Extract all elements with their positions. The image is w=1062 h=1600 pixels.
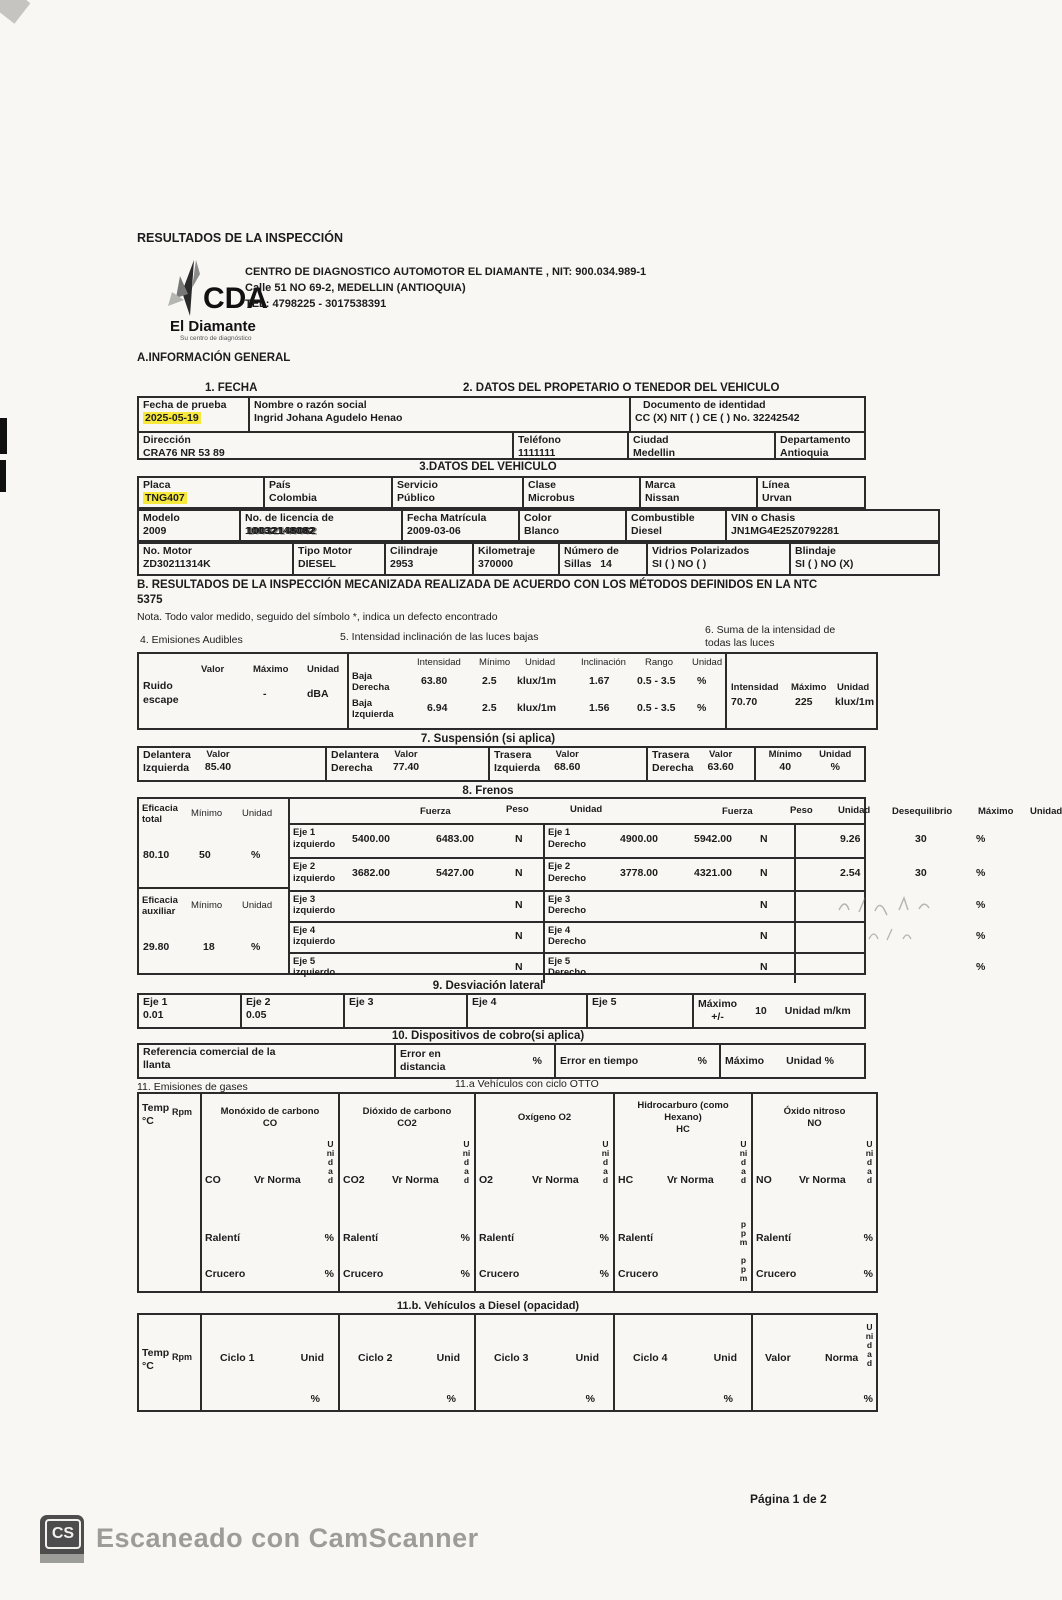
fecha-prueba-value: 2025-05-19 xyxy=(145,411,199,424)
susp-minimo-cell: Mínimo 40 Unidad % xyxy=(754,748,864,780)
sillas-value: 14 xyxy=(600,557,612,570)
otto-temp-col: Temp Rpm °C xyxy=(142,1102,192,1127)
frenos-row-eje2: Eje 2 izquierdo 3682.00 5427.00 N Eje 2 Derecho 3778.00 4321.00 N 2.54 30 % xyxy=(290,857,864,890)
susp-del-izq: Delantera Izquierda Valor 85.40 xyxy=(143,749,232,774)
cobro-referencia-cell: Referencia comercial de la llanta xyxy=(143,1046,276,1071)
center-header-line3: TEL: 4798225 - 3017538391 xyxy=(245,298,387,310)
sillas-label1: Número de xyxy=(564,545,619,557)
departamento-cell xyxy=(774,433,864,460)
diesel-ciclo3-col: Ciclo 3 Unid % xyxy=(474,1315,613,1410)
suma-luces-title-l2: todas las luces xyxy=(705,637,775,649)
section-b-title-l2: 5375 xyxy=(137,594,163,606)
otto-col-co2: Dióxido de carbono CO2 CO2 Vr Norma Unidad Ralentí % Crucero % xyxy=(338,1094,474,1291)
fecha-header: 1. FECHA xyxy=(205,382,258,394)
desv-eje5: Eje 5 xyxy=(586,995,692,1027)
motor-cell xyxy=(139,544,292,574)
unidad2-header: Unidad xyxy=(692,657,723,668)
licencia-cell xyxy=(239,511,401,540)
servicio-value: Público xyxy=(397,491,435,504)
baja-derecha-rango: 0.5 - 3.5 xyxy=(637,675,676,687)
ruido-label-l2: escape xyxy=(143,694,179,706)
valor-header: Valor xyxy=(201,664,225,675)
maximo-header: Máximo xyxy=(253,664,289,675)
telefono-label: Teléfono xyxy=(518,434,561,446)
ruido-label-l1: Ruido xyxy=(143,680,173,692)
desv-unidad: Unidad m/km xyxy=(784,1004,851,1017)
susp-del-der: Delantera Derecha Valor 77.40 xyxy=(325,748,488,780)
diesel-ciclo1-col: Ciclo 1 Unid % xyxy=(200,1315,338,1410)
servicio-cell xyxy=(391,478,522,507)
frenos-row-eje4: Eje 4 izquierdo N Eje 4 Derecho N % xyxy=(290,921,864,952)
frenos-row-eje1: Eje 1 izquierdo 5400.00 6483.00 N Eje 1 Derecho 4900.00 5942.00 N 9.26 30 % xyxy=(290,823,864,857)
otto-col-o2: Oxígeno O2 O2 Vr Norma Unidad Ralentí % Crucero % xyxy=(474,1094,613,1291)
fecha-matricula-value: 2009-03-06 xyxy=(407,524,461,537)
otto-title: 11.a Vehículos con ciclo OTTO xyxy=(455,1078,599,1090)
eficacia-aux-unidad: % xyxy=(251,941,261,953)
scan-edge-mark xyxy=(0,418,7,454)
otto-table xyxy=(137,1092,878,1293)
nombre-cell xyxy=(248,398,629,431)
cobro-title: 10. Dispositivos de cobro(si aplica) xyxy=(391,1030,585,1042)
diesel-ciclo2-col: Ciclo 2 Unid % xyxy=(338,1315,474,1410)
page-title: RESULTADOS DE LA INSPECCIÓN xyxy=(137,231,344,245)
baja-izquierda-unidad: klux/1m xyxy=(517,702,557,714)
vin-cell xyxy=(725,511,938,540)
minimo-header: Mínimo xyxy=(479,657,511,668)
diesel-valor-col: Valor Norma Unidad % xyxy=(751,1315,876,1410)
baja-derecha-inclinacion: 1.67 xyxy=(589,675,610,687)
kilometraje-label: Kilometraje xyxy=(478,545,536,557)
kilometraje-cell xyxy=(472,544,558,574)
linea-label: Línea xyxy=(762,479,790,491)
color-value: Blanco xyxy=(524,524,560,537)
blindaje-label: Blindaje xyxy=(795,545,836,557)
suma-luces-title-l1: 6. Suma de la intensidad de xyxy=(705,624,836,636)
baja-derecha-unidad: klux/1m xyxy=(517,675,557,687)
placa-value: TNG407 xyxy=(145,491,185,504)
cobro-distancia-unit: % xyxy=(532,1054,542,1067)
baja-izquierda-rango: 0.5 - 3.5 xyxy=(637,702,676,714)
susp-tra-izq: Trasera Izquierda Valor 68.60 xyxy=(488,748,646,780)
section-a-title: A.INFORMACIÓN GENERAL xyxy=(137,352,291,364)
baja-derecha-minimo: 2.5 xyxy=(482,675,497,687)
marca-value: Nissan xyxy=(645,491,680,504)
cda-logo-name: El Diamante xyxy=(170,318,256,335)
combustible-cell xyxy=(625,511,725,540)
departamento-value: Antioquia xyxy=(780,446,829,459)
baja-derecha-l2: Derecha xyxy=(352,682,390,693)
clase-label: Clase xyxy=(528,479,557,491)
direccion-value: CRA76 NR 53 89 xyxy=(143,446,225,459)
cobro-tiempo-cell: Error en tiempo % xyxy=(554,1045,719,1077)
eficacia-block: Eficacia total Mínimo Unidad 80.10 50 % Eficacia auxiliar Mínimo Unidad 29.80 18 % xyxy=(139,799,290,973)
clase-value: Microbus xyxy=(528,491,575,504)
eficacia-aux-value: 29.80 xyxy=(143,941,170,953)
susp-tra-der: Trasera Derecha Valor 63.60 xyxy=(646,748,754,780)
frenos-title: 8. Frenos xyxy=(462,785,514,797)
nombre-label: Nombre o razón social xyxy=(254,399,367,411)
desv-eje3: Eje 3 xyxy=(343,995,466,1027)
otto-col-hc: Hidrocarburo (como Hexano) HC HC Vr Norma Unidad Ralentí ppm Crucero ppm xyxy=(613,1094,751,1291)
unidad-header: Unidad xyxy=(307,664,340,675)
suma-unidad-value: klux/1m xyxy=(835,696,875,708)
departamento-label: Departamento xyxy=(780,434,851,446)
frenos-table xyxy=(137,797,1062,978)
susp-del-der-value: 77.40 xyxy=(392,760,420,773)
ciudad-value: Medellin xyxy=(633,446,676,459)
desv-eje1-value: 0.01 xyxy=(143,1008,164,1021)
suma-intensidad-header: Intensidad xyxy=(731,682,779,693)
cda-logo-tagline: Su centro de diagnóstico xyxy=(180,335,252,342)
suma-maximo-header: Máximo xyxy=(791,682,827,693)
pais-label: País xyxy=(269,479,291,491)
fecha-prueba-cell xyxy=(139,398,248,431)
sillas-cell xyxy=(558,544,646,574)
placa-cell xyxy=(139,478,263,507)
baja-derecha-l1: Baja xyxy=(352,671,373,682)
camscanner-footer xyxy=(40,1515,600,1571)
licencia-value: 10032148082 xyxy=(245,524,315,537)
vehiculo-row1 xyxy=(137,476,866,509)
cobro-distancia-cell: Error en distancia % xyxy=(394,1045,554,1077)
color-label: Color xyxy=(524,512,552,524)
center-header-line2: Calle 51 NO 69-2, MEDELLIN (ANTIOQUIA) xyxy=(245,282,466,294)
suma-intensidad-value: 70.70 xyxy=(731,696,758,708)
tipo-motor-cell xyxy=(292,544,384,574)
propietario-header: 2. DATOS DEL PROPETARIO O TENEDOR DEL VEHICULO xyxy=(463,382,780,394)
eficacia-total-value: 80.10 xyxy=(143,849,170,861)
suspension-title: 7. Suspensión (si aplica) xyxy=(420,733,556,745)
pais-cell xyxy=(263,478,391,507)
camscanner-cs-text: CS xyxy=(45,1519,81,1549)
vidrios-cell xyxy=(646,544,789,574)
desv-eje2: Eje 2 0.05 xyxy=(240,995,343,1027)
blindaje-value: SI ( ) NO (X) xyxy=(795,557,854,570)
suspension-table xyxy=(137,746,866,782)
diesel-table xyxy=(137,1313,878,1412)
eficacia-total-minimo: 50 xyxy=(199,849,211,861)
rango-header: Rango xyxy=(645,657,673,668)
clase-cell xyxy=(522,478,639,507)
handwriting-mark xyxy=(865,925,925,947)
telefono-cell xyxy=(512,433,627,460)
luces-bajas-box xyxy=(347,654,725,728)
luces-table xyxy=(137,652,878,730)
nombre-value: Ingrid Johana Agudelo Henao xyxy=(254,411,403,424)
luces-bajas-title: 5. Intensidad inclinación de las luces bajas xyxy=(340,631,539,643)
cobro-maximo-cell: Máximo Unidad % xyxy=(719,1045,864,1077)
direccion-cell xyxy=(139,433,512,460)
sillas-label2: Sillas xyxy=(564,557,592,570)
combustible-value: Diesel xyxy=(631,524,662,537)
fecha-matricula-label: Fecha Matrícula xyxy=(407,512,487,524)
baja-izquierda-minimo: 2.5 xyxy=(482,702,497,714)
susp-tra-der-value: 63.60 xyxy=(707,760,734,773)
center-header-line1: CENTRO DE DIAGNOSTICO AUTOMOTOR EL DIAMANTE , NIT: 900.034.989-1 xyxy=(245,266,647,278)
cilindraje-cell xyxy=(384,544,472,574)
informacion-general-table xyxy=(137,396,866,460)
cda-logo-text: CDA xyxy=(203,282,268,315)
emisiones-audibles-box xyxy=(139,654,347,728)
section-b-title-l1: B. RESULTADOS DE LA INSPECCIÓN MECANIZADA REALIZADA DE ACUERDO CON LOS MÉTODOS DEFINIDOS EN LA NTC xyxy=(137,579,818,591)
cobro-tiempo-unit: % xyxy=(697,1054,707,1067)
gases-title: 11. Emisiones de gases xyxy=(137,1081,248,1093)
eficacia-total-unidad: % xyxy=(251,849,261,861)
desv-eje1: Eje 1 0.01 xyxy=(139,995,240,1027)
fecha-prueba-label: Fecha de prueba xyxy=(143,399,227,411)
modelo-label: Modelo xyxy=(143,512,180,524)
cobro-table xyxy=(137,1043,866,1079)
telefono-value: 1111111 xyxy=(518,446,556,459)
frenos-rows-area xyxy=(290,799,1062,978)
diesel-temp-col: Temp Rpm °C xyxy=(142,1347,192,1372)
handwriting-mark xyxy=(835,894,955,918)
marca-cell xyxy=(639,478,756,507)
desviacion-title: 9. Desviación lateral xyxy=(432,980,544,992)
combustible-label: Combustible xyxy=(631,512,695,524)
baja-izquierda-l2: Izquierda xyxy=(352,709,394,720)
frenos-header-row: Fuerza Peso Unidad Fuerza Peso Unidad Desequilibrio Máximo Unidad xyxy=(420,804,1062,817)
tipo-motor-label: Tipo Motor xyxy=(298,545,353,557)
ciudad-label: Ciudad xyxy=(633,434,669,446)
fecha-matricula-cell xyxy=(401,511,518,540)
documento-value: CC (X) NIT ( ) CE ( ) No. 32242542 xyxy=(635,411,800,424)
vidrios-value: SI ( ) NO ( ) xyxy=(652,557,707,570)
baja-izquierda-intensidad: 6.94 xyxy=(427,702,448,714)
documento-label: Documento de identidad xyxy=(643,399,766,411)
diesel-title: 11.b. Vehículos a Diesel (opacidad) xyxy=(396,1300,580,1312)
suma-maximo-value: 225 xyxy=(795,696,813,708)
suma-luces-box xyxy=(725,654,876,728)
ruido-unidad: dBA xyxy=(307,688,329,700)
page-number: Página 1 de 2 xyxy=(750,1492,827,1506)
placa-label: Placa xyxy=(143,479,171,491)
color-cell xyxy=(518,511,625,540)
desv-maximo-value: 10 xyxy=(755,1004,767,1017)
desv-maximo-cell: Máximo +/- 10 Unidad m/km xyxy=(692,995,864,1027)
linea-value: Urvan xyxy=(762,491,792,504)
cilindraje-label: Cilindraje xyxy=(390,545,438,557)
desv-eje2-value: 0.05 xyxy=(246,1008,267,1021)
pais-value: Colombia xyxy=(269,491,317,504)
inclinacion-header: Inclinación xyxy=(581,657,626,668)
blindaje-cell xyxy=(789,544,938,574)
unidad-header: Unidad xyxy=(525,657,556,668)
servicio-label: Servicio xyxy=(397,479,438,491)
eficacia-aux-minimo: 18 xyxy=(203,941,215,953)
camscanner-icon xyxy=(40,1515,84,1563)
modelo-value: 2009 xyxy=(143,524,167,537)
susp-unidad-value: % xyxy=(830,760,840,773)
baja-izquierda-l1: Baja xyxy=(352,698,373,709)
vin-label: VIN o Chasis xyxy=(731,512,796,524)
emisiones-audibles-title: 4. Emisiones Audibles xyxy=(140,634,243,646)
marca-label: Marca xyxy=(645,479,676,491)
baja-derecha-pct: % xyxy=(697,675,707,687)
vin-value: JN1MG4E25Z0792281 xyxy=(731,524,839,537)
susp-del-izq-value: 85.40 xyxy=(204,760,232,773)
otto-col-no: Óxido nitroso NO NO Vr Norma Unidad Ralentí % Crucero % xyxy=(751,1094,876,1291)
kilometraje-value: 370000 xyxy=(478,557,514,570)
tipo-motor-value: DIESEL xyxy=(298,557,336,570)
vehiculo-row3 xyxy=(137,542,940,576)
frenos-row-eje5: Eje 5 izquierdo N Eje 5 Derecho N % xyxy=(290,952,864,983)
cobro-unidad-label: Unidad % xyxy=(786,1054,834,1067)
camscanner-label: Escaneado con CamScanner xyxy=(96,1523,479,1553)
ciudad-cell xyxy=(627,433,774,460)
frenos-row-eje3: Eje 3 izquierdo N Eje 3 Derecho N % xyxy=(290,890,864,921)
diesel-ciclo4-col: Ciclo 4 Unid % xyxy=(613,1315,751,1410)
baja-derecha-intensidad: 63.80 xyxy=(421,675,448,687)
desv-eje4: Eje 4 xyxy=(466,995,586,1027)
vehiculo-title: 3.DATOS DEL VEHICULO xyxy=(419,461,557,473)
susp-minimo-value: 40 xyxy=(779,760,792,773)
baja-izquierda-pct: % xyxy=(697,702,707,714)
baja-izquierda-inclinacion: 1.56 xyxy=(589,702,610,714)
licencia-label: No. de licencia de xyxy=(245,512,334,524)
linea-cell xyxy=(756,478,864,507)
intensidad-header: Intensidad xyxy=(417,657,461,668)
suma-unidad-header: Unidad xyxy=(837,682,870,693)
otto-col-co: Monóxido de carbono CO CO Vr Norma Unidad Ralentí % Crucero % xyxy=(200,1094,338,1291)
susp-tra-izq-value: 68.60 xyxy=(554,760,581,773)
desviacion-table xyxy=(137,993,866,1029)
modelo-cell xyxy=(139,511,239,540)
documento-cell xyxy=(629,398,864,431)
direccion-label: Dirección xyxy=(143,434,191,446)
motor-label: No. Motor xyxy=(143,545,192,557)
ruido-maximo: - xyxy=(263,688,267,700)
vidrios-label: Vidrios Polarizados xyxy=(652,545,750,557)
motor-value: ZD30211314K xyxy=(143,557,211,570)
scan-corner-smudge xyxy=(0,0,30,24)
cilindraje-value: 2953 xyxy=(390,557,414,570)
section-b-nota: Nota. Todo valor medido, seguido del símbolo *, indica un defecto encontrado xyxy=(137,611,498,623)
vehiculo-row2 xyxy=(137,509,940,542)
